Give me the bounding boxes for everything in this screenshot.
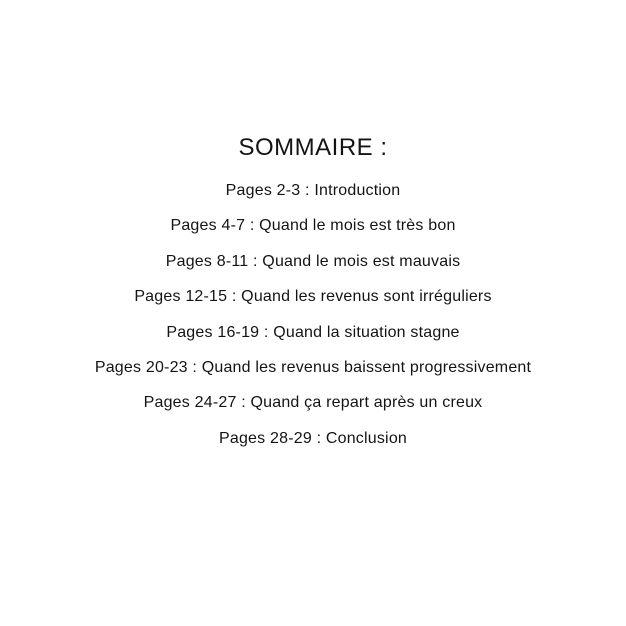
toc-entry-revenus-baissent: Pages 20-23 : Quand les revenus baissent progressivement <box>94 359 532 377</box>
toc-entry-mois-tres-bon: Pages 4-7 : Quand le mois est très bon <box>170 217 456 235</box>
toc-entry-revenus-irreguliers: Pages 12-15 : Quand les revenus sont irréguliers <box>134 288 492 306</box>
toc-entry-mois-mauvais: Pages 8-11 : Quand le mois est mauvais <box>165 252 461 270</box>
toc-entry-situation-stagne: Pages 16-19 : Quand la situation stagne <box>166 323 460 341</box>
toc-entry-repart-apres-creux: Pages 24-27 : Quand ça repart après un creux <box>143 394 483 412</box>
slide-title: SOMMAIRE : <box>238 134 388 161</box>
toc-entry-introduction: Pages 2-3 : Introduction <box>225 182 401 199</box>
toc-entry-conclusion: Pages 28-29 : Conclusion <box>218 429 408 447</box>
table-of-contents <box>0 133 626 456</box>
